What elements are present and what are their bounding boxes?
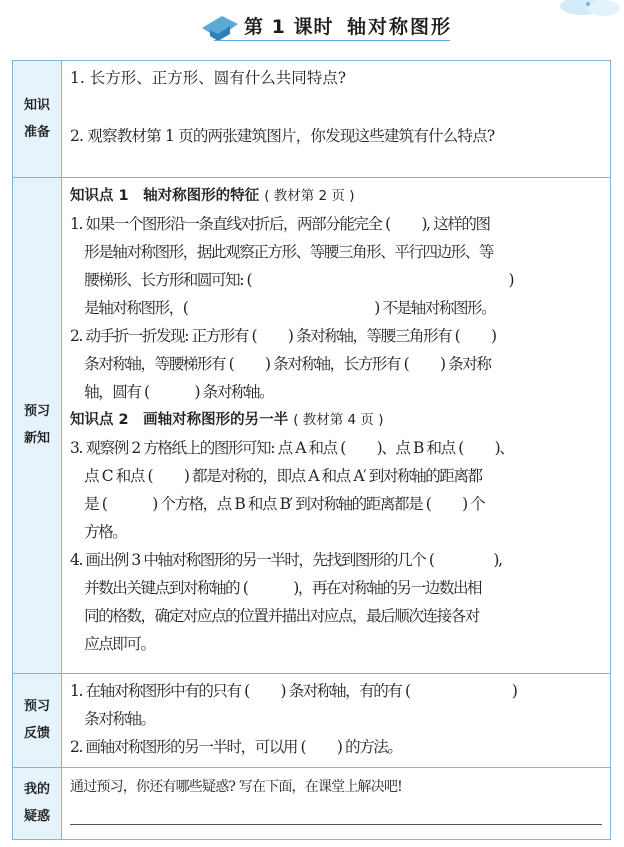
feedback-content xyxy=(70,677,604,761)
section-label-questions: 我的 疑惑 xyxy=(23,782,50,824)
kp1-line: 轴，圆有 ( ) 条对称轴。 xyxy=(70,383,274,401)
feedback-line: 条对称轴。 xyxy=(70,710,155,728)
kp1-line: 条对称轴，等腰梯形有 ( ) 条对称轴，长方形有 ( ) 条对称 xyxy=(70,355,491,373)
row-divider xyxy=(12,767,611,768)
lesson-title: 轴对称图形 xyxy=(347,16,453,38)
preview-content xyxy=(70,182,604,658)
page-header xyxy=(0,0,624,50)
kp2-line: 方格。 xyxy=(70,523,127,541)
kp2-line: 应点即可。 xyxy=(70,635,155,653)
kp2-line: 点 C 和点 ( ) 都是对称的，即点 A 和点 A′ 到对称轴的距离都 xyxy=(70,467,482,485)
feedback-line: 2. 画轴对称图形的另一半时，可以用 ( ) 的方法。 xyxy=(70,738,402,756)
kp1-line: 形是轴对称图形，据此观察正方形、等腰三角形、平行四边形、等 xyxy=(70,243,494,261)
knowledge-point-1-title: 知识点 1 轴对称图形的特征 ( 教材第 2 页 ) xyxy=(70,188,355,204)
kp1-line: 1. 如果一个图形沿一条直线对折后，两部分能完全 ( ), 这样的图 xyxy=(70,215,490,233)
kp1-line: 腰梯形、长方形和圆可知: ( ) xyxy=(70,271,514,289)
cloud-decoration-icon xyxy=(548,0,624,20)
kp1-line: 2. 动手折一折发现: 正方形有 ( ) 条对称轴，等腰三角形有 ( ) xyxy=(70,327,496,345)
feedback-line: 1. 在轴对称图形中有的只有 ( ) 条对称轴，有的有 ( ) xyxy=(70,682,517,700)
prep-question-2: 2. 观察教材第 1 页的两张建筑图片，你发现这些建筑有什么特点? xyxy=(70,127,495,145)
kp2-line: 3. 观察例 2 方格纸上的图形可知: 点 A 和点 ( )、点 B 和点 ( )、 xyxy=(70,439,514,457)
questions-prompt: 通过预习，你还有哪些疑惑? 写在下面，在课堂上解决吧! xyxy=(70,779,402,795)
knowledge-point-2-title: 知识点 2 画轴对称图形的另一半 ( 教材第 4 页 ) xyxy=(70,412,384,428)
lesson-number: 第 1 课时 xyxy=(244,16,334,38)
kp2-line: 是 ( ) 个方格，点 B 和点 B′ 到对称轴的距离都是 ( ) 个 xyxy=(70,495,485,513)
section-label-feedback: 预习 反馈 xyxy=(23,699,50,741)
row-divider xyxy=(12,673,611,674)
section-label-preview: 预习 新知 xyxy=(23,404,50,446)
questions-content xyxy=(70,773,604,801)
row-divider xyxy=(12,177,611,178)
section-label-prep: 知识 准备 xyxy=(23,98,50,140)
kp1-line: 是轴对称图形，( ) 不是轴对称图形。 xyxy=(70,299,496,317)
answer-writing-line[interactable] xyxy=(70,824,602,825)
kp2-line: 并数出关键点到对称轴的 ( )，再在对称轴的另一边数出相 xyxy=(70,579,482,597)
kp2-line: 4. 画出例 3 中轴对称图形的另一半时，先找到图形的几个 ( ), xyxy=(70,551,502,569)
kp2-line: 同的格数，确定对应点的位置并描出对应点，最后顺次连接各对 xyxy=(70,607,479,625)
graduation-cap-icon xyxy=(200,14,240,42)
prep-question-1: 1. 长方形、正方形、圆有什么共同特点? xyxy=(70,69,347,87)
header-underline xyxy=(214,40,450,41)
